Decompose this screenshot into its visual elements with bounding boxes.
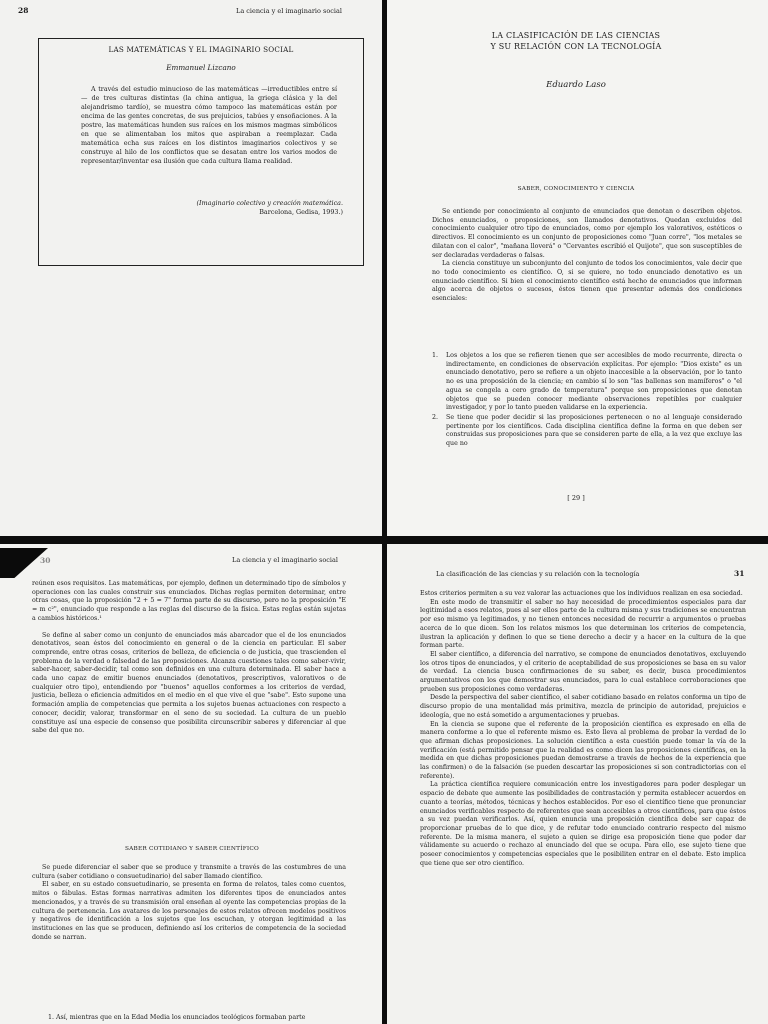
- running-head: La ciencia y el imaginario social: [236, 7, 342, 15]
- page-29: [384, 0, 768, 540]
- paragraph: Se define al saber como un conjunto de enunciados más abarcador que el de los enunciados denotativos, sean éstos del conocimiento en general o de la ciencia en particular. El saber comprende, entre otras cosas, criterios de belleza, de eficiencia o de justicia, que trascienden el problema de la verdad o falsedad de las proposiciones. Alcanza cuestiones tales como saber-vivir, saber-hacer, saber-decidir, tal como son definidos en una cultura determinada. El saber hace a cada uno capaz de emitir buenos enunciados (denotativos, prescriptivos, valorativos o de cualquier otro tipo), entendiendo por "buenos" aquellos conformes a los criterios de verdad, justicia, belleza o eficiencia admitidos en el medio en el que vive el que "sabe". Esto supone una formación amplia de competencias que permita a los sujetos buenas actuaciones con respecto a conocer, decidir, valorar, transformar en el seno de su sociedad. La cultura de un pueblo constituye así una especie de consenso que posibilita circunscribir saberes y diferenciar al que sabe del que no.: [32, 631, 346, 735]
- title-line-1: LA CLASIFICACIÓN DE LAS CIENCIAS: [491, 31, 661, 40]
- running-head: La ciencia y el imaginario social: [232, 556, 338, 564]
- paragraph: En este modo de transmitir el saber no hay necesidad de procedimientos especiales para dar legitimidad a esos relatos, pues al ser ellos parte de la cultura misma y sus tradiciones se encuentran por eso mismo ya legitimados, y no tienen entonces necesidad de recurrir a argumentos o pruebas acerca de lo que dicen. Son los relatos mismos los que determinan los criterios de competencia, ilustran la aplicación y definen lo que se tiene derecho a decir y a hacer en la cultura de la que forman parte.: [420, 598, 746, 650]
- paragraph: El saber, en su estado consuetudinario, se presenta en forma de relatos, tales como cuentos, mitos o fábulas. Estas formas narrativas admiten los diferentes tipos de enunciados antes mencionados, y a través de su transmisión oral enseñan al oyente las competencias propias de la cultura de pertenencia. Los avatares de los personajes de estos relatos ofrecen modelos positivos y negativos de identificación a los sujetos que los escuchan, y otorgan legitimidad a las instituciones en las que se producen, definiendo así los criterios de competencia de la sociedad donde se narran.: [32, 881, 346, 941]
- list-item: 1. Los objetos a los que se refieren tienen que ser accesibles de modo recurrente, directa o indirectamente, en condiciones de observación explícitas. Por ejemplo: "Dios existe" es un enunciado denotativo, pero se refiere a un objeto inaccesible a la observación, por lo tanto no es una proposición de la ciencia; en cambio sí lo son "las ballenas son mamíferos" o "el agua se congela a cero grado de temperatura" porque son proposiciones que denotan objetos que se pueden conocer mediante observaciones repetibles por cualquier investigador, y por lo tanto pueden validarse en la experiencia.: [432, 352, 742, 412]
- page-divider-horizontal: [0, 536, 768, 544]
- citation-line-1: (Imaginario colectivo y creación matemática.: [196, 199, 343, 207]
- page-31: [384, 540, 768, 1024]
- page-number: 30: [40, 556, 51, 565]
- footnote: 1. Así, mientras que en la Edad Media los enunciados teológicos formaban parte: [48, 1014, 306, 1021]
- page-number: [ 29 ]: [567, 494, 585, 502]
- paragraph: Estos criterios permiten a su vez valorar las actuaciones que los individuos realizan en esa sociedad.: [420, 590, 743, 597]
- paragraph: Se puede diferenciar el saber que se produce y transmite a través de las costumbres de una cultura (saber cotidiano o consuetudinario) del saber llamado científico.: [32, 864, 346, 880]
- paragraph: Desde la perspectiva del saber científico, el saber cotidiano basado en relatos conforma un tipo de discurso propio de una mentalidad más primitiva, mezcla de principio de autoridad, prejuicios e ideología, que no está sometido a argumentaciones y pruebas.: [420, 694, 746, 719]
- section-heading: SABER COTIDIANO Y SABER CIENTÍFICO: [124, 846, 259, 852]
- paragraph: En la ciencia se supone que el referente de la proposición científica es expresado en ella de manera conforme a lo que el referente mismo es. Esto lleva al problema de probar la verdad de lo que afirman dichas proposiciones. La solución científica a esta cuestión puede tomar la vía de la verificación (está permitido pensar que la realidad es como dicen las proposiciones científicas, en la medida en que dichas proposiciones puedan demostrarse a través de hechos de la experiencia que las confirmen) o de la falsación (se pueden descartar las proposiciones si son contradictorias con el referente).: [420, 720, 746, 780]
- running-head: La clasificación de las ciencias y su relación con la tecnología: [436, 570, 640, 578]
- quote-box: [38, 38, 364, 266]
- body-text-2: [32, 864, 346, 942]
- paragraph: Se entiende por conocimiento al conjunto de enunciados que denotan o describen objetos. Dichos enunciados, o proposiciones, son llamados denotativos. Quedan excluidos del conocimiento cualquier otro tipo de enunciados, como por ejemplo los valorativos, estéticos o directivos. El conocimiento es un conjunto de proposiciones como "Juan corre", "los metales se dilatan con el calor", "mañana lloverá" o "Cervantes escribió el Quijote", que son susceptibles de ser declaradas verdaderas o falsas.: [432, 208, 742, 259]
- paragraph: La práctica científica requiere comunicación entre los investigadores para poder desplegar un espacio de debate que aumente las posibilidades de contrastación y permita establecer acuerdos en cuanto a teorías, métodos, técnicas y hechos establecidos. Por eso el científico tiene que pronunciar enunciados verificables respecto de referentes que sean accesibles a otros científicos, para que éstos a su vez puedan verificarlos. Así, quien enuncia una proposición científica debe ser capaz de proporcionar pruebas de lo que dice, y de refutar todo enunciado contrario respecto del mismo referente. De la misma manera, el sujeto a quien se dirige esa proposición tiene que poder dar válidamente su acuerdo o rechazo al enunciado del que se ocupa. Para ello, ese sujeto tiene que poseer conocimientos y competencias especiales que le posibiliten entrar en el debate. Esto implica que tiene que ser otro científico.: [420, 781, 746, 867]
- body-text: [32, 580, 346, 736]
- box-citation: [197, 199, 343, 217]
- page-number: 31: [734, 569, 745, 578]
- article-author: Eduardo Laso: [546, 80, 606, 90]
- title-line-2: Y SU RELACIÓN CON LA TECNOLOGÍA: [490, 42, 662, 51]
- box-author: Emmanuel Lizcano: [166, 63, 236, 72]
- paragraph: El saber científico, a diferencia del narrativo, se compone de enunciados denotativos, excluyendo los otros tipos de enunciados, y el criterio de aceptabilidad de sus proposiciones se basa en su valor de verdad. La ciencia busca confirmaciones de su saber, es decir, busca procedimientos argumentativos con los que demostrar sus enunciados, para lo cual establece corroboraciones que prueben sus proposiciones como verdaderas.: [420, 650, 746, 693]
- page-number: 28: [18, 6, 29, 15]
- body-text: [420, 590, 746, 869]
- page-divider-vertical: [382, 0, 387, 1024]
- article-title: [384, 30, 768, 52]
- paragraph: La ciencia constituye un subconjunto del conjunto de todos los conocimientos, vale decir que no todo conocimiento es científico. O, si se quiere, no todo enunciado denotativo es un enunciado científico. Si bien el conocimiento científico está hecho de enunciados que informan algo acerca de objetos o sucesos, éstos tienen que presentar además dos condiciones esenciales:: [432, 260, 742, 303]
- paragraph: reúnen esos requisitos. Las matemáticas, por ejemplo, definen un determinado tipo de símbolos y operaciones con las cuales construir sus enunciados. Dichas reglas permiten determinar, entre otras cosas, que la proposición "2 + 5 = 7" forma parte de su discurso, pero no la proposición "E = m c²", enunciado que responde a las reglas del discurso de la física. Estas reglas están sujetas a cambios históricos.¹: [32, 580, 346, 622]
- page-30: [0, 540, 384, 1024]
- list-item: 2. Se tiene que poder decidir si las proposiciones pertenecen o no al lenguaje considerado pertinente por los científicos. Cada disciplina científica define la forma en que deben ser construidas sus proposiciones para que se consideren parte de ella, a la vez que excluye las que no: [432, 413, 742, 448]
- citation-line-2: Barcelona, Gedisa, 1993.): [259, 208, 343, 216]
- numbered-list: [432, 352, 742, 450]
- box-title: LAS MATEMÁTICAS Y EL IMAGINARIO SOCIAL: [108, 45, 294, 54]
- box-quote: A través del estudio minucioso de las matemáticas —irreductibles entre sí— de tres culturas distintas (la china antigua, la griega clásica y la del alejandrismo tardío), se muestra cómo tampoco las matemáticas están por encima de las gentes concretas, de sus prejuicios, tabúes y ensoñaciones. A la postre, las matemáticas hunden sus raíces en los mismos magmas simbólicos en que se alimentaban los mitos que aspiraban a reemplazar. Cada matemática echa sus raíces en los distintos imaginarios colectivos y se construye al hilo de los conflictos que se desatan entre los varios modos de representar/inventar esa ilusión que cada cultura llama realidad.: [81, 85, 337, 165]
- section-heading: SABER, CONOCIMIENTO Y CIENCIA: [517, 186, 635, 192]
- page-28: [0, 0, 384, 540]
- body-text: [432, 208, 742, 304]
